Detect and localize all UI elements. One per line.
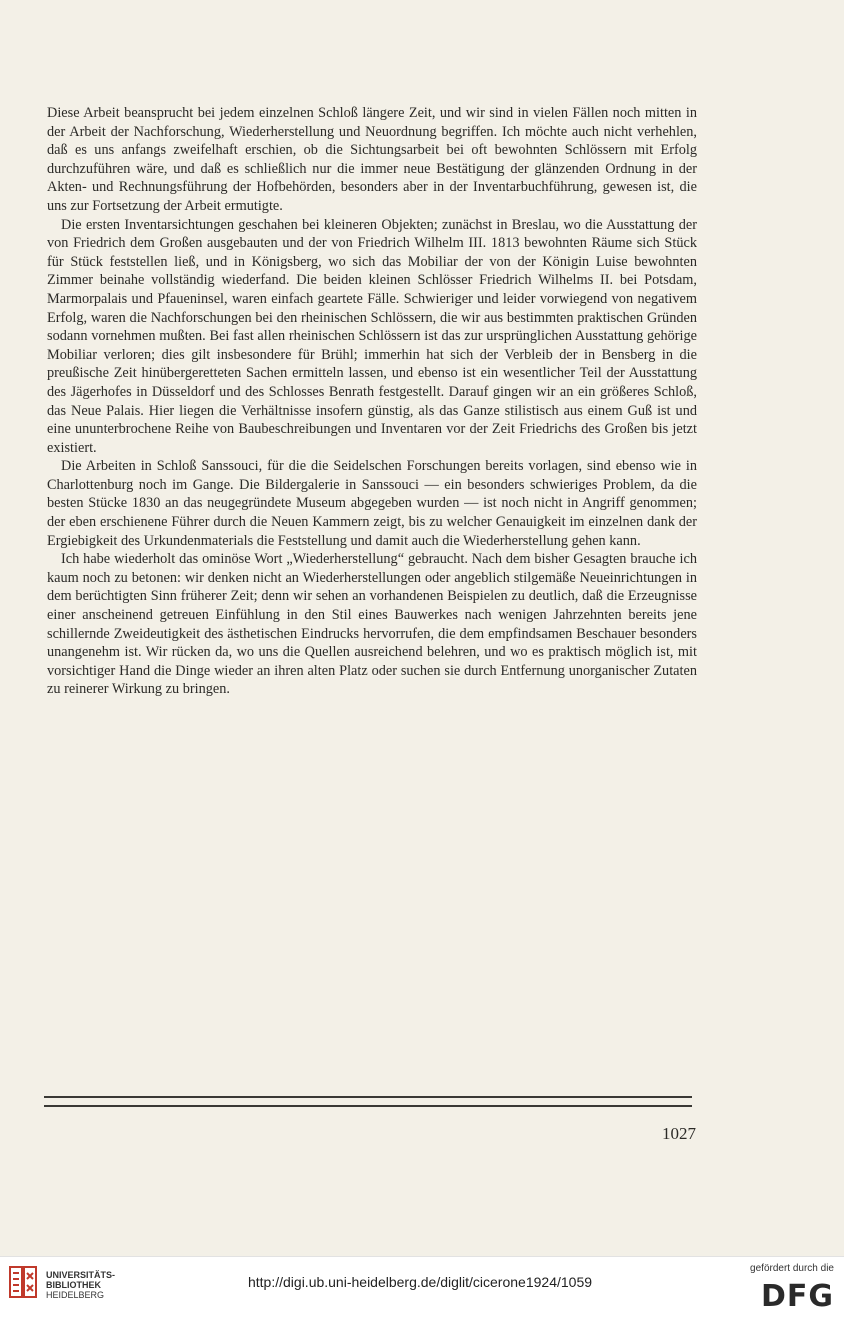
paragraph: Die ersten Inventarsichtungen geschahen bei kleineren Objekten; zunächst in Breslau, wo die Ausstattung der von Friedrich dem Großen ausgebauten und der von Friedrich Wilhelm III. 1813 bewohnten Räume sich Stück für Stück feststellen ließ, und in Königsberg, wo sich das Mobiliar der von der Königin Luise bewohnten Zimmer beinahe vollständig wiederfand. Die beiden kleinen Schlösser Friedrich Wilhelms II. bei Potsdam, Marmorpalais und Pfaueninsel, waren einfach geartete Fälle. Schwieriger und leider vorwiegend von negativem Erfolg, waren die Nachforschungen bei den rheinischen Schlössern, die wir aus bestimmten praktischen Gründen sodann vornehmen mußten. Bei fast allen rheinischen Schlössern ist das zur ursprünglichen Ausstattung gehörige Mobiliar verloren; dies gilt insbesondere für Brühl; immerhin hat sich der Verbleib der in Bensberg in die preußische Zeit hinübergeretteten Sachen ermitteln lassen, und ebenso ist ein wesentlicher Teil der Ausstattung des Jägerhofes in Düsseldorf und des Schlosses Benrath festgestellt. Darauf gingen wir an ein größeres Schloß, das Neue Palais. Hier liegen die Verhältnisse insofern günstig, als das Ganze stilistisch aus einem Guß ist und eine ununterbrochene Reihe von Baubeschreibungen und Inventaren vor der Zeit Friedrichs des Großen bis jetzt existiert. [47, 216, 697, 456]
library-line: UNIVERSITÄTS- [46, 1270, 116, 1280]
footer-rule-top [44, 1096, 692, 1098]
ub-heidelberg-logo-icon[interactable] [8, 1265, 38, 1299]
permalink-url[interactable]: http://digi.ub.uni-heidelberg.de/diglit/cicerone1924/1059 [247, 1274, 593, 1290]
library-line: BIBLIOTHEK [46, 1280, 101, 1290]
page-number: 1027 [662, 1124, 696, 1143]
dfg-logo[interactable]: DFG [760, 1279, 834, 1314]
library-line: HEIDELBERG [46, 1290, 105, 1300]
dfg-caption: gefördert durch die [750, 1263, 834, 1274]
body-text [47, 104, 697, 699]
library-name[interactable] [46, 1270, 115, 1300]
paragraph: Diese Arbeit beansprucht bei jedem einzelnen Schloß längere Zeit, und wir sind in vielen Fällen noch mitten in der Arbeit der Nachforschung, Wiederherstellung und Neuordnung begriffen. Ich möchte auch nicht verhehlen, daß es uns anfangs zweifelhaft erschien, ob die Sichtungsarbeit bei oft bewohnten Schlössern mit Erfolg durchzuführen wäre, und daß es schließlich nur die immer neue Bestätigung der glänzenden Ordnung in der Akten- und Rechnungsführung der Hofbehörden, besonders aber in der Inventarbuchführung, gewesen ist, die uns zur Fortsetzung der Arbeit ermutigte. [47, 105, 697, 214]
digitization-footer [0, 1256, 844, 1318]
paragraph: Ich habe wiederholt das ominöse Wort „Wiederherstellung“ gebraucht. Nach dem bisher Gesagten brauche ich kaum noch zu betonen: wir denken nicht an Wiederherstellungen oder angeblich stilgemäße Neueinrichtungen in dem berüchtigten Sinn früherer Zeit; denn wir sehen an vorhandenen Beispielen zu deutlich, daß die Erzeugnisse einer anscheinend getreuen Einfühlung in den Stil eines Bauwerkes nach wenigen Jahrzehnten bereits jene schillernde Zweideutigkeit des ästhetischen Eindrucks hervorrufen, die dem empfindsamen Beschauer besonders unangenehm ist. Wir rücken da, wo uns die Quellen ausreichend belehren, und wo es praktisch möglich ist, mit vorsichtiger Hand die Dinge wieder an ihren alten Platz oder suchen sie durch Entfernung unorganischer Zutaten zu reinerer Wirkung zu bringen. [47, 551, 697, 698]
paragraph: Die Arbeiten in Schloß Sanssouci, für die die Seidelschen Forschungen bereits vorlagen, sind ebenso wie in Charlottenburg noch im Gange. Die Bildergalerie in Sanssouci — ein besonders schwieriges Problem, da die besten Stücke 1830 an das neugegründete Museum abgegeben wurden — ist noch nicht in Angriff genommen; der eben erschienene Führer durch die Neuen Kammern zeigt, bis zu welcher Genauigkeit im einzelnen dank der Ergiebigkeit des Urkundenmaterials die Feststellung und damit auch die Wiederherstellung gehen kann. [47, 458, 697, 549]
footer-rule-bottom [44, 1105, 692, 1107]
